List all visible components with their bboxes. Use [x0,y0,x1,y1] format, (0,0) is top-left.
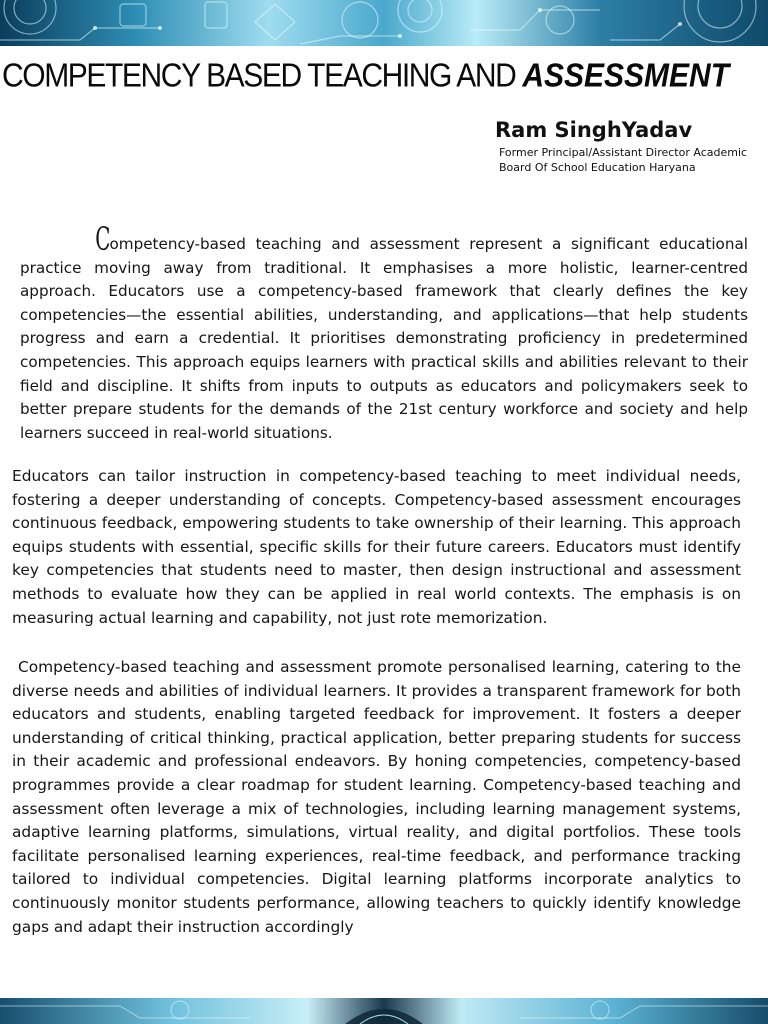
footer-banner-image [0,998,768,1024]
article-paragraph-1 [20,220,748,445]
author-name: Ram SinghYadav [495,118,693,142]
drop-cap: C [95,220,111,258]
author-organization: Board Of School Education Haryana [499,161,696,174]
author-role: Former Principal/Assistant Director Academic [499,146,748,159]
title-main: COMPETENCY BASED TEACHING AND [2,57,523,95]
tech-circuit-decoration [0,0,768,46]
article-paragraph-3: Competency-based teaching and assessment promote personalised learning, catering to the diverse needs and abilities of individual learners. It provides a transparent framework for both educators and students, enabling targeted feedback for improvement. It fosters a deeper understanding of critical thinking, practical application, better preparing students for success in their academic and professional endeavors. By honing competencies, competency-based programmes provide a clear roadmap for student learning. Competency-based teaching and assessment often leverage a mix of technologies, including learning management systems, adaptive learning platforms, simulations, virtual reality, and digital portfolios. These tools facilitate personalised learning experiences, real-time feedback, and performance tracking tailored to individual competencies. Digital learning platforms incorporate analytics to continuously monitor students performance, allowing teachers to quickly identify knowledge gaps and adapt their instruction accordingly [12,658,741,936]
paragraph-1-text: ompetency-based teaching and assessment represent a significant educational practice moving away from traditional. It emphasises a more holistic, learner-centred approach. Educators use a competency-based framework that clearly defines the key competencies—the essential abilities, understanding, and applications—that help students progress and earn a credential. It prioritises demonstrating proficiency in predetermined competencies. This approach equips learners with practical skills and abilities relevant to their field and discipline. It shifts from inputs to outputs as educators and policymakers seek to better prepare students for the demands of the 21st century workforce and society and help learners succeed in real-world situations. [20,235,748,442]
header-banner-image [0,0,768,46]
title-emphasis: ASSESSMENT [522,57,730,95]
page-title [2,54,766,99]
article-paragraph-2: Educators can tailor instruction in competency-based teaching to meet individual needs, fostering a deeper understanding of concepts. Competency-based assessment encourages continuous feedback, empowering students to take ownership of their learning. This approach equips students with essential, specific skills for their future careers. Educators must identify key competencies that students need to master, then design instructional and assessment methods to evaluate how they can be applied in real world contexts. The emphasis is on measuring actual learning and capability, not just rote memorization. [12,467,741,627]
book-decoration [0,998,768,1024]
